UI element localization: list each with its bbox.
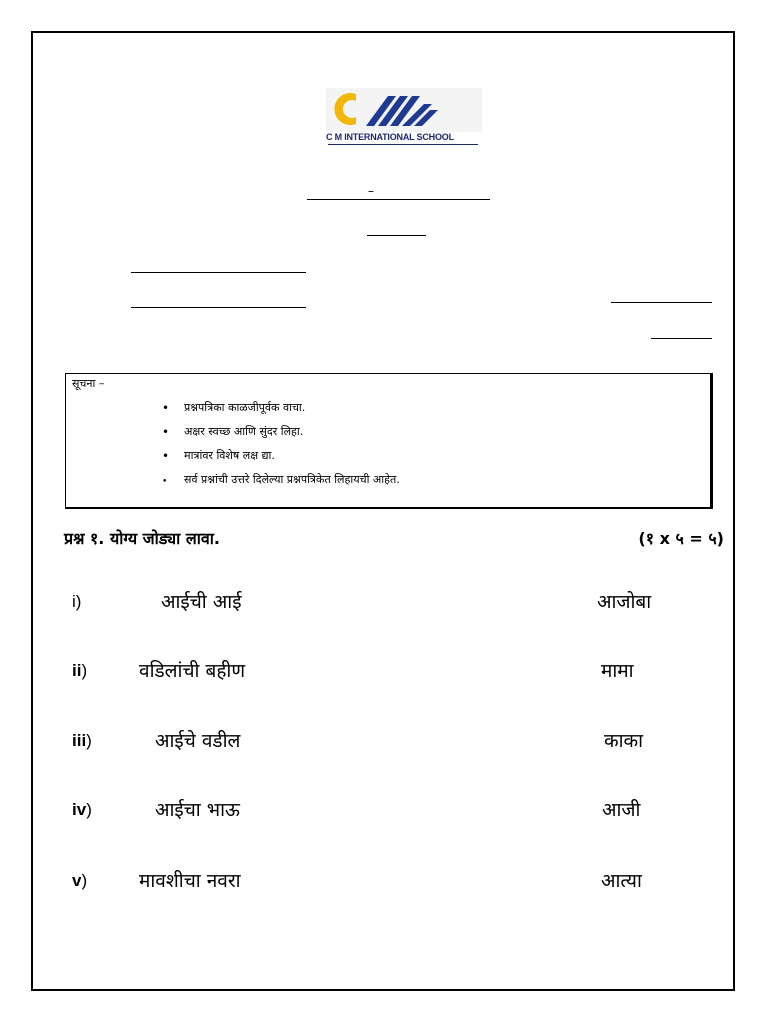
instructions-box — [65, 373, 713, 509]
row-number: iv) — [72, 800, 92, 819]
match-left-item: आईचे वडील — [155, 730, 241, 752]
title-blank-line — [307, 199, 490, 200]
bullet-icon: • — [162, 449, 170, 463]
row-number: ii) — [72, 661, 88, 680]
instruction-item: • प्रश्नपत्रिका काळजीपूर्वक वाचा. — [162, 401, 306, 415]
match-left-item: आईचा भाऊ — [155, 799, 240, 821]
school-logo-icon — [326, 88, 482, 132]
match-right-item: आजोबा — [597, 591, 652, 613]
row-number: i) — [72, 592, 82, 611]
title-dash: – — [368, 184, 374, 198]
question-title: प्रश्न १. योग्य जोड्या लावा. — [64, 529, 220, 548]
instruction-item: • सर्व प्रश्नांची उत्तरे दिलेल्या प्रश्नपत्रिकेत लिहायची आहेत. — [162, 472, 400, 490]
instructions-title: सूचना – — [72, 377, 105, 390]
page-border — [31, 31, 735, 991]
question-marks: (१ x ५ = ५) — [638, 529, 724, 548]
class-blank-line — [131, 307, 306, 308]
match-right-item: काका — [604, 730, 644, 752]
instructions-list — [162, 400, 400, 490]
school-logo — [326, 88, 482, 146]
bullet-icon: • — [162, 477, 168, 487]
match-left-item: मावशीचा नवरा — [139, 870, 241, 892]
logo-underline — [328, 144, 478, 145]
match-left-item: आईची आई — [161, 591, 242, 613]
subtitle-blank-line — [367, 235, 426, 236]
date-blank-line — [611, 302, 712, 303]
row-number: v) — [72, 871, 88, 890]
name-blank-line — [131, 272, 306, 273]
match-right-item: आजी — [602, 799, 641, 821]
bullet-icon: • — [162, 425, 170, 439]
match-left-item: वडिलांची बहीण — [139, 660, 246, 682]
marks-blank-line — [651, 338, 712, 339]
instruction-item: • मात्रांवर विशेष लक्ष द्या. — [162, 449, 275, 463]
row-number: iii) — [72, 731, 92, 750]
match-right-item: मामा — [601, 660, 634, 682]
instruction-item: • अक्षर स्वच्छ आणि सुंदर लिहा. — [162, 425, 304, 439]
bullet-icon: • — [162, 401, 170, 415]
match-right-item: आत्या — [601, 870, 642, 892]
school-name: C M INTERNATIONAL SCHOOL — [326, 132, 454, 142]
